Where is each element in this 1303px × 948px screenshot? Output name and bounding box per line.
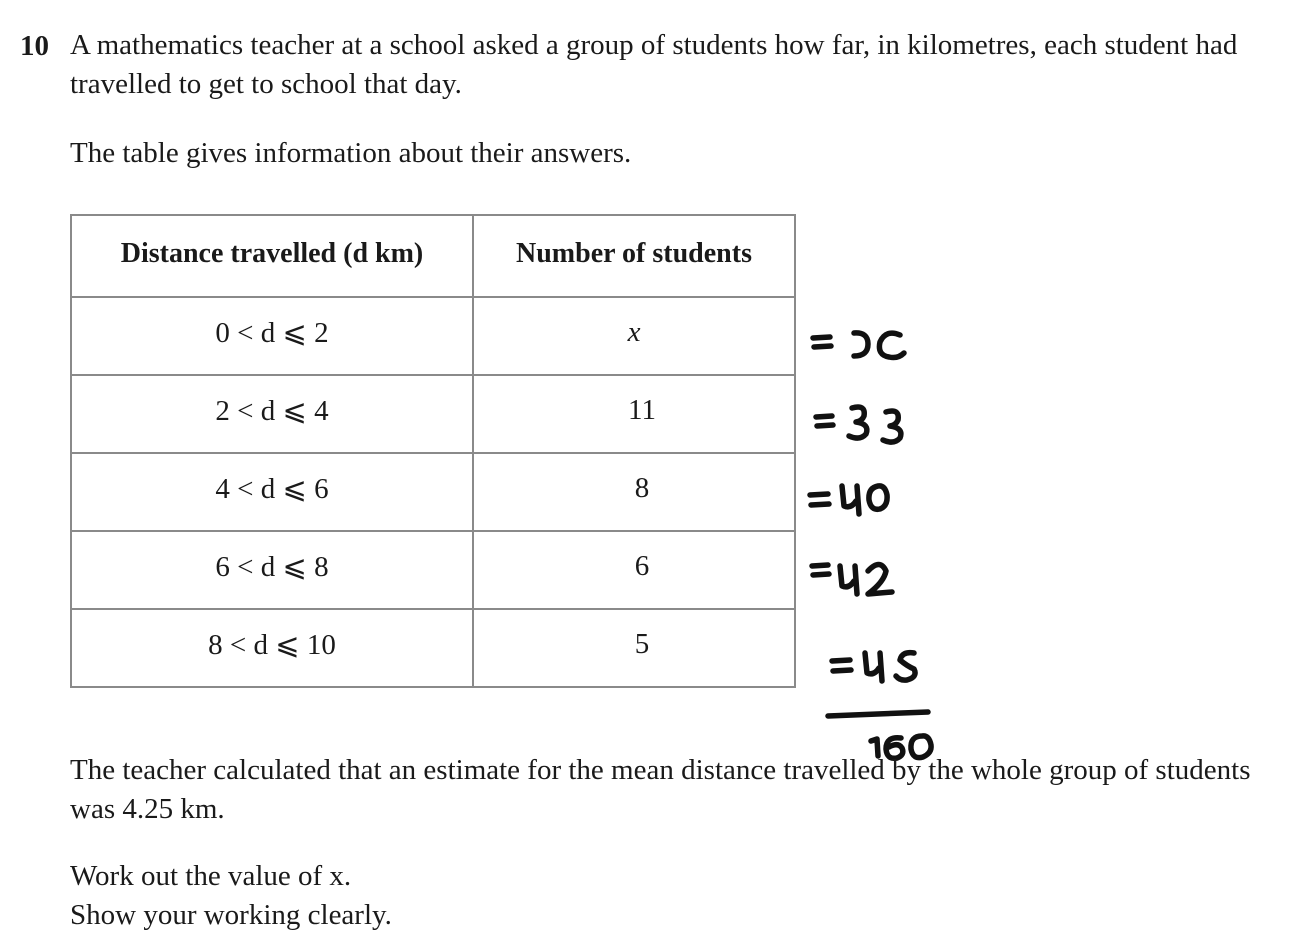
distance-frequency-table <box>70 214 796 688</box>
students-value: 6 <box>634 549 650 582</box>
distance-value: 8 < d ⩽ 10 <box>208 628 336 661</box>
distance-cell <box>71 453 473 531</box>
distance-cell <box>71 297 473 375</box>
distance-value: 2 < d ⩽ 4 <box>215 394 329 427</box>
handwritten-working <box>806 320 946 765</box>
mean-estimate-text: The teacher calculated that an estimate for the mean distance travelled by the whole group of students was 4.25 km. <box>70 754 1251 825</box>
table-row <box>71 453 795 531</box>
table-intro: The table gives information about their answers. <box>70 137 632 169</box>
students-cell <box>473 609 795 687</box>
task-line-1: Work out the value of x. <box>70 860 352 892</box>
distance-cell <box>71 531 473 609</box>
division-line <box>828 712 928 716</box>
students-cell <box>473 375 795 453</box>
header-distance <box>71 215 473 297</box>
students-value: 8 <box>634 471 650 504</box>
task-instructions <box>70 857 392 935</box>
distance-cell <box>71 609 473 687</box>
table-row <box>71 609 795 687</box>
handwritten-line <box>816 407 901 442</box>
handwritten-line <box>810 486 887 514</box>
header-students <box>473 215 795 297</box>
table-header-row <box>71 215 795 297</box>
students-cell <box>473 453 795 531</box>
distance-cell <box>71 375 473 453</box>
students-value: x <box>627 315 641 348</box>
question-intro: A mathematics teacher at a school asked a group of students how far, in kilometres, each student had travelled to get to school that day. <box>70 29 1238 100</box>
table-row <box>71 531 795 609</box>
students-cell <box>473 531 795 609</box>
distance-value: 0 < d ⩽ 2 <box>215 316 329 349</box>
question-number: 10 <box>20 30 49 62</box>
distance-value: 6 < d ⩽ 8 <box>215 550 329 583</box>
handwritten-line <box>832 653 915 681</box>
students-value: 11 <box>628 393 656 426</box>
task-line-2: Show your working clearly. <box>70 899 392 931</box>
header-students-label: Number of students <box>516 238 752 269</box>
handwritten-line <box>812 565 892 595</box>
students-value: 5 <box>634 627 650 660</box>
header-distance-label: Distance travelled (d km) <box>120 238 424 269</box>
table-row <box>71 297 795 375</box>
students-cell <box>473 297 795 375</box>
handwritten-line <box>813 333 904 358</box>
table-row <box>71 375 795 453</box>
distance-value: 4 < d ⩽ 6 <box>215 472 329 505</box>
